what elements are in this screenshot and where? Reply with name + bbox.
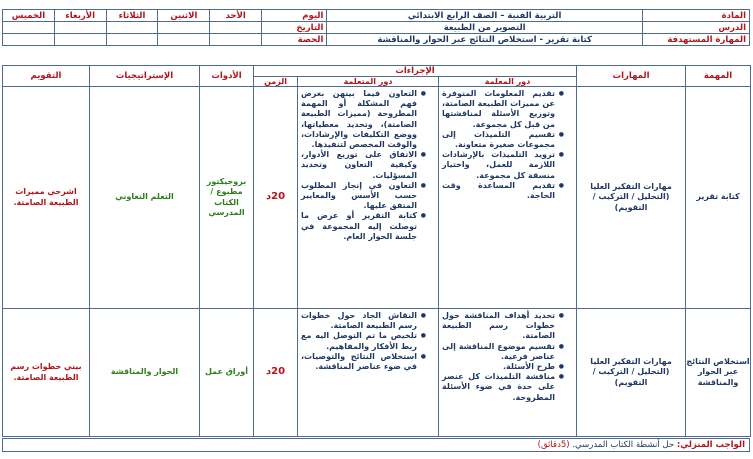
day-label: اليوم xyxy=(262,10,327,22)
procedure-row xyxy=(3,309,751,437)
col-time: الزمن xyxy=(254,77,298,87)
role-list-item: ● كتابة التقرير أو عرض ما توصلت إليه المجموعة في جلسة الحوار العام. xyxy=(301,211,426,242)
role-list-item: ● تقسيم موضوع المناقشة إلى عناصر فرعية. xyxy=(442,342,564,362)
date-cell-tuesday xyxy=(106,22,158,34)
homework-text: حل أنشطة الكتاب المدرسي. xyxy=(572,440,675,450)
col-strategies: الإستراتيجيات xyxy=(90,66,200,87)
subject-value: التربية الفنية – الصف الرابع الابتدائي xyxy=(327,10,642,22)
date-cell-monday xyxy=(158,22,210,34)
procedures-table xyxy=(2,65,751,437)
day-thursday: الخميس xyxy=(3,10,55,22)
tools-cell: أوراق عمل xyxy=(200,309,254,437)
target-skill-value: كتابة تقرير - استخلاص النتائج عبر الحوار والمناقشة xyxy=(327,34,642,46)
assessment-cell: بيني خطوات رسم الطبيعة الصامتة. xyxy=(3,309,90,437)
role-list-item: ● الاتفاق على توزيع الأدوار، وكيفية التعاون وتحديد المسؤليات. xyxy=(301,150,426,181)
day-sunday: الأحد xyxy=(210,10,262,22)
period-cell-thursday xyxy=(3,34,55,46)
col-learner-role: دور المتعلمة xyxy=(298,77,439,87)
role-list-item: ● تقديم المعلومات المتوفرة عن مميزات الطبيعة الصامتة، وتوزيع الأسئلة لمناقشتها من قبل كل مجموعة. xyxy=(442,89,564,130)
period-cell-tuesday xyxy=(106,34,158,46)
lesson-label: الدرس xyxy=(642,22,749,34)
day-wednesday: الأربعاء xyxy=(54,10,106,22)
day-monday: الاثنين xyxy=(158,10,210,22)
strategy-cell: الحوار والمناقشة xyxy=(90,309,200,437)
date-cell-thursday xyxy=(3,22,55,34)
role-list-item: ● التعاون فيما بينهن بغرض فهم المشكلة أو المهمة المطروحة (مميزات الطبيعة الصامتة)، وتحديد معطياتها، ووضع التكليفات والإرشادات، والوقت المخصص لتنفيذها. xyxy=(301,89,426,150)
role-list-item: ● تزويد التلميذات بالإرشادات اللازمة للعمل، واختيار منسقة كل مجموعة. xyxy=(442,150,564,181)
task-cell: كتابة تقرير xyxy=(686,87,751,309)
day-tuesday: الثلاثاء xyxy=(106,10,158,22)
role-list-item: ● تقسيم التلميذات إلى مجموعات صغيرة متعاونة. xyxy=(442,130,564,150)
skills-cell: مهارات التفكير العليا (التحليل / التركيب / التقويم) xyxy=(577,309,686,437)
homework-duration: (5دقائق) xyxy=(537,440,570,450)
role-list-item: ● تحديد أهداف المناقشة حول خطوات رسم الطبيعة الصامتة. xyxy=(442,311,564,342)
tools-cell: بروجيكتور مطبوع / الكتاب المدرسي xyxy=(200,87,254,309)
role-list-item: ● النقاش الجاد حول خطوات رسم الطبيعة الصامتة. xyxy=(301,311,426,331)
col-assessment: التقويم xyxy=(3,66,90,87)
period-cell-monday xyxy=(158,34,210,46)
period-cell-wednesday xyxy=(54,34,106,46)
role-list-item: ● تقديم المساعدة وقت الحاجة. xyxy=(442,181,564,201)
subject-label: المادة xyxy=(642,10,749,22)
role-list-item: ● التعاون في إنجاز المطلوب حسب الأسس والمعايير المتفق عليها. xyxy=(301,181,426,212)
assessment-cell: اشرحي مميزات الطبيعة الصامتة. xyxy=(3,87,90,309)
task-cell: استخلاص النتائج عبر الحوار والمناقشة xyxy=(686,309,751,437)
teacher-role-list xyxy=(439,89,576,201)
skills-cell xyxy=(577,87,686,309)
homework-bar xyxy=(2,438,750,452)
date-cell-sunday xyxy=(210,22,262,34)
period-cell-sunday xyxy=(210,34,262,46)
procedure-row xyxy=(3,87,751,309)
col-teacher-role: دور المعلمة xyxy=(439,77,577,87)
period-label: الحصة xyxy=(262,34,327,46)
teacher-role-cell xyxy=(439,87,577,309)
homework-label: الواجب المنزلي: xyxy=(676,440,745,450)
col-procedures: الإجراءات xyxy=(254,66,577,77)
learner-role-list xyxy=(298,311,438,372)
role-list-item: ● تلخيص ما تم التوصل اليه مع ربط الأفكار والمفاهيم. xyxy=(301,331,426,351)
lesson-header-table xyxy=(2,9,750,46)
date-label: التاريخ xyxy=(262,22,327,34)
teacher-role-cell xyxy=(439,309,577,437)
teacher-role-list xyxy=(439,311,576,403)
col-tools: الأدوات xyxy=(200,66,254,87)
learner-role-cell xyxy=(298,87,439,309)
role-list-item: ● مناقشة التلميذات كل عنصر على حدة في ضوء الأسئلة المطروحة. xyxy=(442,372,564,403)
strategy-cell: التعلم التعاوني xyxy=(90,87,200,309)
col-task: المهمة xyxy=(686,66,751,87)
skills-text: مهارات التفكير العليا (التحليل / التركيب / التقويم) xyxy=(590,182,672,212)
col-skills: المهارات xyxy=(577,66,686,87)
date-cell-wednesday xyxy=(54,22,106,34)
lesson-value: التصوير من الطبيعة xyxy=(327,22,642,34)
learner-role-cell xyxy=(298,309,439,437)
target-skill-label: المهارة المستهدفة xyxy=(642,34,749,46)
time-cell: 20د xyxy=(254,87,298,309)
learner-role-list xyxy=(298,89,438,242)
role-list-item: ● استخلاص النتائج والتوصيات، في ضوء عناصر المناقشة. xyxy=(301,352,426,372)
time-cell: 20د xyxy=(254,309,298,437)
role-list-item: ● طرح الأسئلة. xyxy=(442,362,564,372)
